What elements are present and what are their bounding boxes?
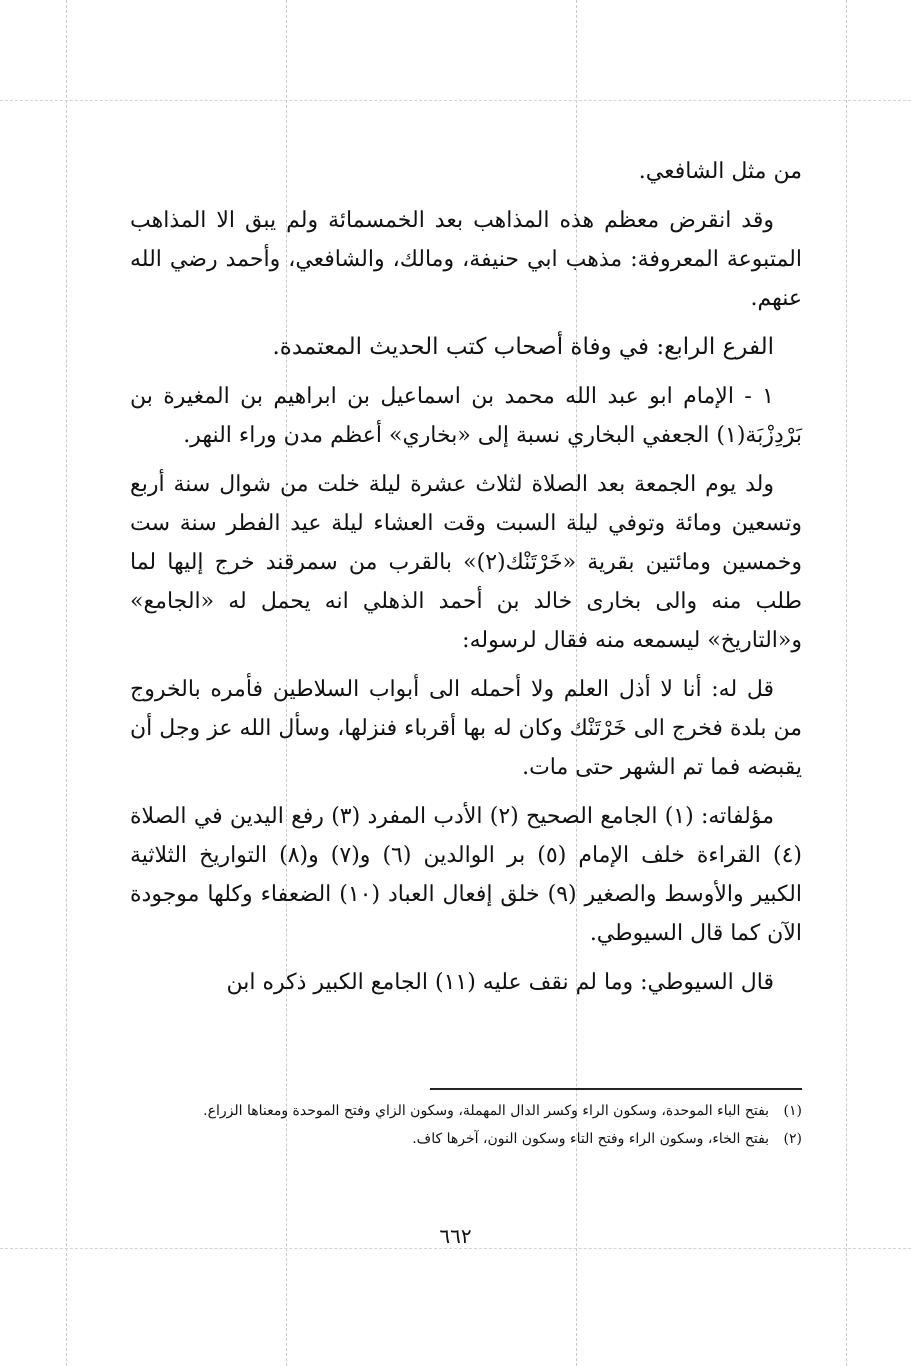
scan-guide-line bbox=[66, 0, 67, 1366]
paragraph-birth-death: ولد يوم الجمعة بعد الصلاة لثلاث عشرة ليلة خلت من شوال سنة أربع وتسعين ومائة وتوفي ليلة السبت وقت العشاء ليلة عيد الفطر سنة ست وخمسين ومائتين بقرية «خَرْتَنْك(٢)» بالقرب من سمرقند خرج إليها لما طلب منه والى بخارى خالد بن أحمد الذهلي انه يحمل له «الجامع» و«التاريخ» ليسمعه منه فقال لرسوله: bbox=[130, 472, 802, 653]
footnote-divider bbox=[430, 1088, 802, 1090]
paragraph-continuation: من مثل الشافعي. bbox=[638, 159, 802, 184]
footnote-text: بفتح الخاء، وسكون الراء وفتح التاء وسكون النون، آخرها كاف. bbox=[412, 1131, 770, 1147]
footnote-number: (٢) bbox=[783, 1131, 802, 1147]
paragraph-suyuti: قال السيوطي: وما لم نقف عليه (١١) الجامع الكبير ذكره ابن bbox=[226, 970, 774, 995]
footnote-1 bbox=[130, 1100, 802, 1122]
page-number: ٦٦٢ bbox=[439, 1224, 472, 1248]
scan-guide-line bbox=[0, 1248, 911, 1249]
footnotes bbox=[130, 1100, 802, 1156]
footnote-text: بفتح الباء الموحدة، وسكون الراء وكسر الدال المهملة، وسكون الزاي وفتح الموحدة ومعناها الزراع. bbox=[203, 1103, 770, 1119]
footnote-number: (١) bbox=[783, 1103, 802, 1119]
section-heading: الفرع الرابع: في وفاة أصحاب كتب الحديث المعتمدة. bbox=[272, 334, 774, 360]
main-text bbox=[130, 152, 802, 1012]
footnote-2 bbox=[130, 1128, 802, 1150]
paragraph-quote: قل له: أنا لا أذل العلم ولا أحمله الى أبواب السلاطين فأمره بالخروج من بلدة فخرج الى خَرْتَنْك وكان له بها أقرباء فنزلها، وسأل الله عز وجل أن يقبضه فما تم الشهر حتى مات. bbox=[130, 677, 802, 780]
scan-guide-line bbox=[846, 0, 847, 1366]
paragraph-madhahib: وقد انقرض معظم هذه المذاهب بعد الخمسمائة ولم يبق الا المذاهب المتبوعة المعروفة: مذهب ابي حنيفة، ومالك، والشافعي، وأحمد رضي الله عنهم. bbox=[130, 208, 802, 311]
paragraph-bukhari-name: ١ - الإمام ابو عبد الله محمد بن اسماعيل بن ابراهيم بن المغيرة بن بَرْدِزْبَة(١) الجعفي البخاري نسبة إلى «بخاري» أعظم مدن وراء النهر. bbox=[130, 384, 802, 448]
paragraph-works: مؤلفاته: (١) الجامع الصحيح (٢) الأدب المفرد (٣) رفع اليدين في الصلاة (٤) القراءة خلف الإمام (٥) بر الوالدين (٦) و(٧) و(٨) التواريخ الثلاثية الكبير والأوسط والصغير (٩) خلق إفعال العباد (١٠) الضعفاء وكلها موجودة الآن كما قال السيوطي. bbox=[130, 804, 802, 946]
scan-guide-line bbox=[0, 100, 911, 101]
